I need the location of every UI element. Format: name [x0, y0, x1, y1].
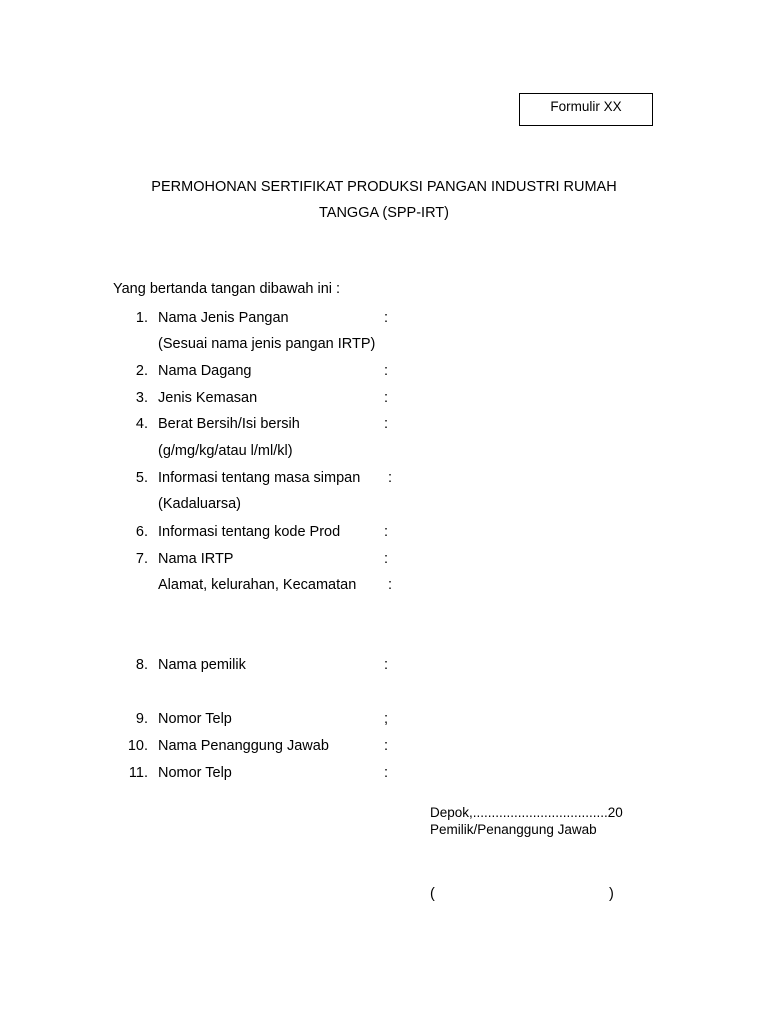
item-colon: ;: [384, 711, 389, 727]
signer-title: Pemilik/Penanggung Jawab: [430, 822, 597, 837]
item-number: 3.: [135, 390, 148, 406]
item-label: Alamat, kelurahan, Kecamatan: [158, 577, 357, 593]
title-line-1: PERMOHONAN SERTIFIKAT PRODUKSI PANGAN INDUSTRI RUMAH: [151, 179, 617, 195]
item-label: Nomor Telp: [158, 765, 232, 781]
item-colon: :: [384, 363, 389, 379]
item-colon: :: [384, 765, 389, 781]
item-label: Nama Jenis Pangan: [158, 310, 289, 326]
form-number-box: [519, 93, 653, 126]
item-number: 10.: [127, 738, 148, 754]
document-title: [100, 174, 668, 226]
item-label: Nama pemilik: [158, 657, 246, 673]
intro-text: Yang bertanda tangan dibawah ini :: [113, 281, 341, 297]
item-number: 4.: [135, 416, 148, 432]
item-label: Informasi tentang kode Prod: [158, 524, 341, 540]
item-label: Nomor Telp: [158, 711, 232, 727]
item-colon: :: [384, 390, 389, 406]
item-colon: :: [384, 551, 389, 567]
form-number-label: Formulir XX: [550, 99, 622, 114]
item-label: (g/mg/kg/atau l/ml/kl): [158, 443, 293, 459]
item-label: (Kadaluarsa): [158, 496, 242, 512]
item-number: 5.: [135, 470, 148, 486]
item-label: Nama Penanggung Jawab: [158, 738, 329, 754]
item-colon: :: [388, 577, 393, 593]
item-colon: :: [384, 310, 389, 326]
item-number: 2.: [135, 363, 148, 379]
item-label: Nama IRTP: [158, 551, 234, 567]
item-number: 1.: [135, 310, 148, 326]
place-date-line: Depok,....................................20: [430, 805, 623, 820]
item-label: Informasi tentang masa simpan: [158, 470, 361, 486]
item-label: Jenis Kemasan: [158, 390, 258, 406]
item-number: 9.: [135, 711, 148, 727]
item-number: 6.: [135, 524, 148, 540]
item-number: 11.: [128, 765, 148, 781]
signature-close-paren: ): [609, 886, 614, 902]
item-label: (Sesuai nama jenis pangan IRTP): [158, 336, 376, 352]
item-label: Nama Dagang: [158, 363, 252, 379]
signature-open-paren: (: [430, 886, 435, 902]
item-label: Berat Bersih/Isi bersih: [158, 416, 300, 432]
item-colon: :: [388, 470, 393, 486]
item-colon: :: [384, 738, 389, 754]
item-colon: :: [384, 657, 389, 673]
item-colon: :: [384, 416, 389, 432]
item-number: 8.: [135, 657, 148, 673]
item-number: 7.: [135, 551, 148, 567]
title-line-2: TANGGA (SPP-IRT): [319, 205, 449, 221]
item-colon: :: [384, 524, 389, 540]
